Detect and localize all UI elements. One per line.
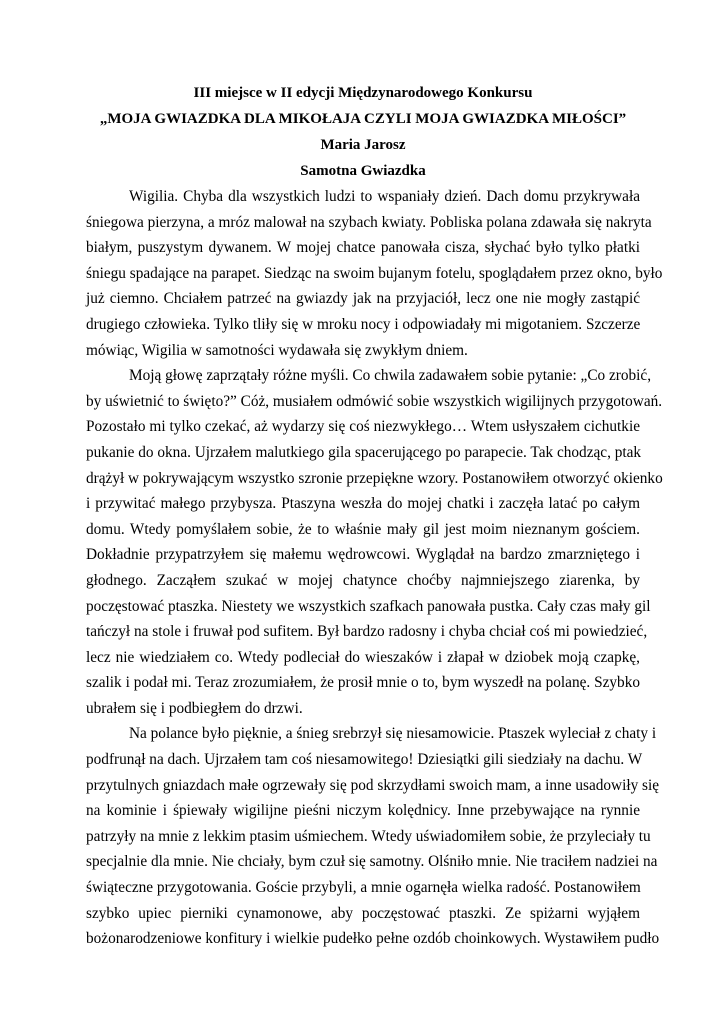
text-line: domu. Wtedy pomyślałem sobie, że to właśnie mały gil jest moim nieznanym gościem. — [86, 520, 640, 538]
text-line: Dokładnie przypatrzyłem się małemu wędrowcowi. Wyglądał na bardzo zmarzniętego i — [86, 546, 640, 564]
text-line: śniegu spadające na parapet. Siedząc na swoim bujanym fotelu, spoglądałem przez okno, było — [86, 264, 663, 282]
text-line: drugiego człowieka. Tylko tliły się w mroku nocy i odpowiadały mi migotaniem. Szczerze — [86, 315, 641, 333]
story-title: Samotna Gwiazdka — [300, 163, 426, 179]
text-line: tańczył na stole i fruwał pod sufitem. Był bardzo radosny i chyba chciał coś mi powiedzieć, — [86, 623, 648, 641]
text-line: bożonarodzeniowe konfitury i wielkie pudełko pełne ozdób choinkowych. Wystawiłem pudło — [86, 930, 660, 948]
author-name: Maria Jarosz — [320, 137, 406, 153]
contest-place-line: III miejsce w II edycji Międzynarodowego Konkursu — [193, 85, 533, 101]
text-line: białym, puszystym dywanem. W mojej chatce panowała cisza, słychać było tylko płatki — [86, 239, 640, 257]
text-line: specjalnie dla mnie. Nie chciały, bym czuł się samotny. Olśniło mnie. Nie traciłem nadziei na — [86, 853, 658, 871]
text-line: świąteczne przygotowania. Goście przybyli, a mnie ogarnęła wielka radość. Postanowiłem — [86, 879, 641, 897]
text-line: głodnego. Zacząłem szukać w mojej chatynce choćby najmniejszego ziarenka, by — [86, 571, 640, 589]
text-line: poczęstować ptaszka. Niestety we wszystkich szafkach panowała pustka. Cały czas mały gil — [86, 597, 651, 615]
text-line: podfrunął na dach. Ujrzałem tam coś niesamowitego! Dziesiątki gili siedziały na dachu. W — [86, 751, 643, 769]
text-line: szybko upiec pierniki cynamonowe, aby poczęstować ptaszki. Ze spiżarni wyjąłem — [86, 904, 640, 922]
text-line: już ciemno. Chciałem patrzeć na gwiazdy jak na przyjaciół, lecz one nie mogły zastąpić — [86, 290, 640, 308]
text-line: i przywitać małego przybysza. Ptaszyna weszła do mojej chatki i zaczęła latać po całym — [86, 495, 640, 513]
text-line: drążył w pokrywającym wszystko szronie przepiękne wzory. Postanowiłem otworzyć okienko — [86, 469, 663, 487]
text-line: Pozostało mi tylko czekać, aż wydarzy się coś niezwykłego… Wtem usłyszałem cichutkie — [86, 418, 640, 436]
text-line: przytulnych gniazdach małe ogrzewały się pod skrzydłami swoich mam, a inne usadowiły się — [86, 776, 660, 794]
text-line: szalik i podał mi. Teraz zrozumiałem, że prosił mnie o to, bym wyszedł na polanę. Szybko — [86, 674, 640, 692]
text-line: mówiąc, Wigilia w samotności wydawała się zwykłym dniem. — [86, 341, 468, 359]
story-body — [86, 184, 663, 952]
text-line: by uświetnić to święto?” Cóż, musiałem odmówić sobie wszystkich wigilijnych przygotowań. — [86, 392, 663, 410]
text-line: Na polance było pięknie, a śnieg srebrzył się niesamowicie. Ptaszek wyleciał z chaty i — [129, 725, 657, 743]
text-line: Moją głowę zaprzątały różne myśli. Co chwila zadawałem sobie pytanie: „Co zrobić, — [129, 367, 652, 385]
text-line: śniegowa pierzyna, a mróz malował na szybach kwiaty. Pobliska polana zdawała się nakryta — [86, 213, 652, 231]
text-line: pukanie do okna. Ujrzałem malutkiego gila spacerującego po parapecie. Tak chodząc, ptak — [86, 443, 642, 461]
contest-name-line: „MOJA GWIAZDKA DLA MIKOŁAJA CZYLI MOJA GWIAZDKA MIŁOŚCI” — [99, 111, 627, 127]
text-line: na kominie i śpiewały wigilijne pieśni niczym kolędnicy. Inne przebywające na rynnie — [86, 802, 640, 820]
text-line: ubrałem się i podbiegłem do drzwi. — [86, 699, 303, 717]
text-line: lecz nie wiedziałem co. Wtedy podleciał do wieszaków i złapał w dziobek moją czapkę, — [86, 648, 640, 666]
story-paragraph — [86, 721, 660, 951]
story-paragraph — [86, 184, 663, 363]
text-line: Wigilia. Chyba dla wszystkich ludzi to wspaniały dzień. Dach domu przykrywała — [129, 188, 640, 205]
text-line: patrzyły na mnie z lekkim ptasim uśmiechem. Wtedy uświadomiłem sobie, że przyleciały tu — [86, 827, 651, 845]
document-page — [86, 80, 663, 952]
story-paragraph — [86, 363, 663, 721]
